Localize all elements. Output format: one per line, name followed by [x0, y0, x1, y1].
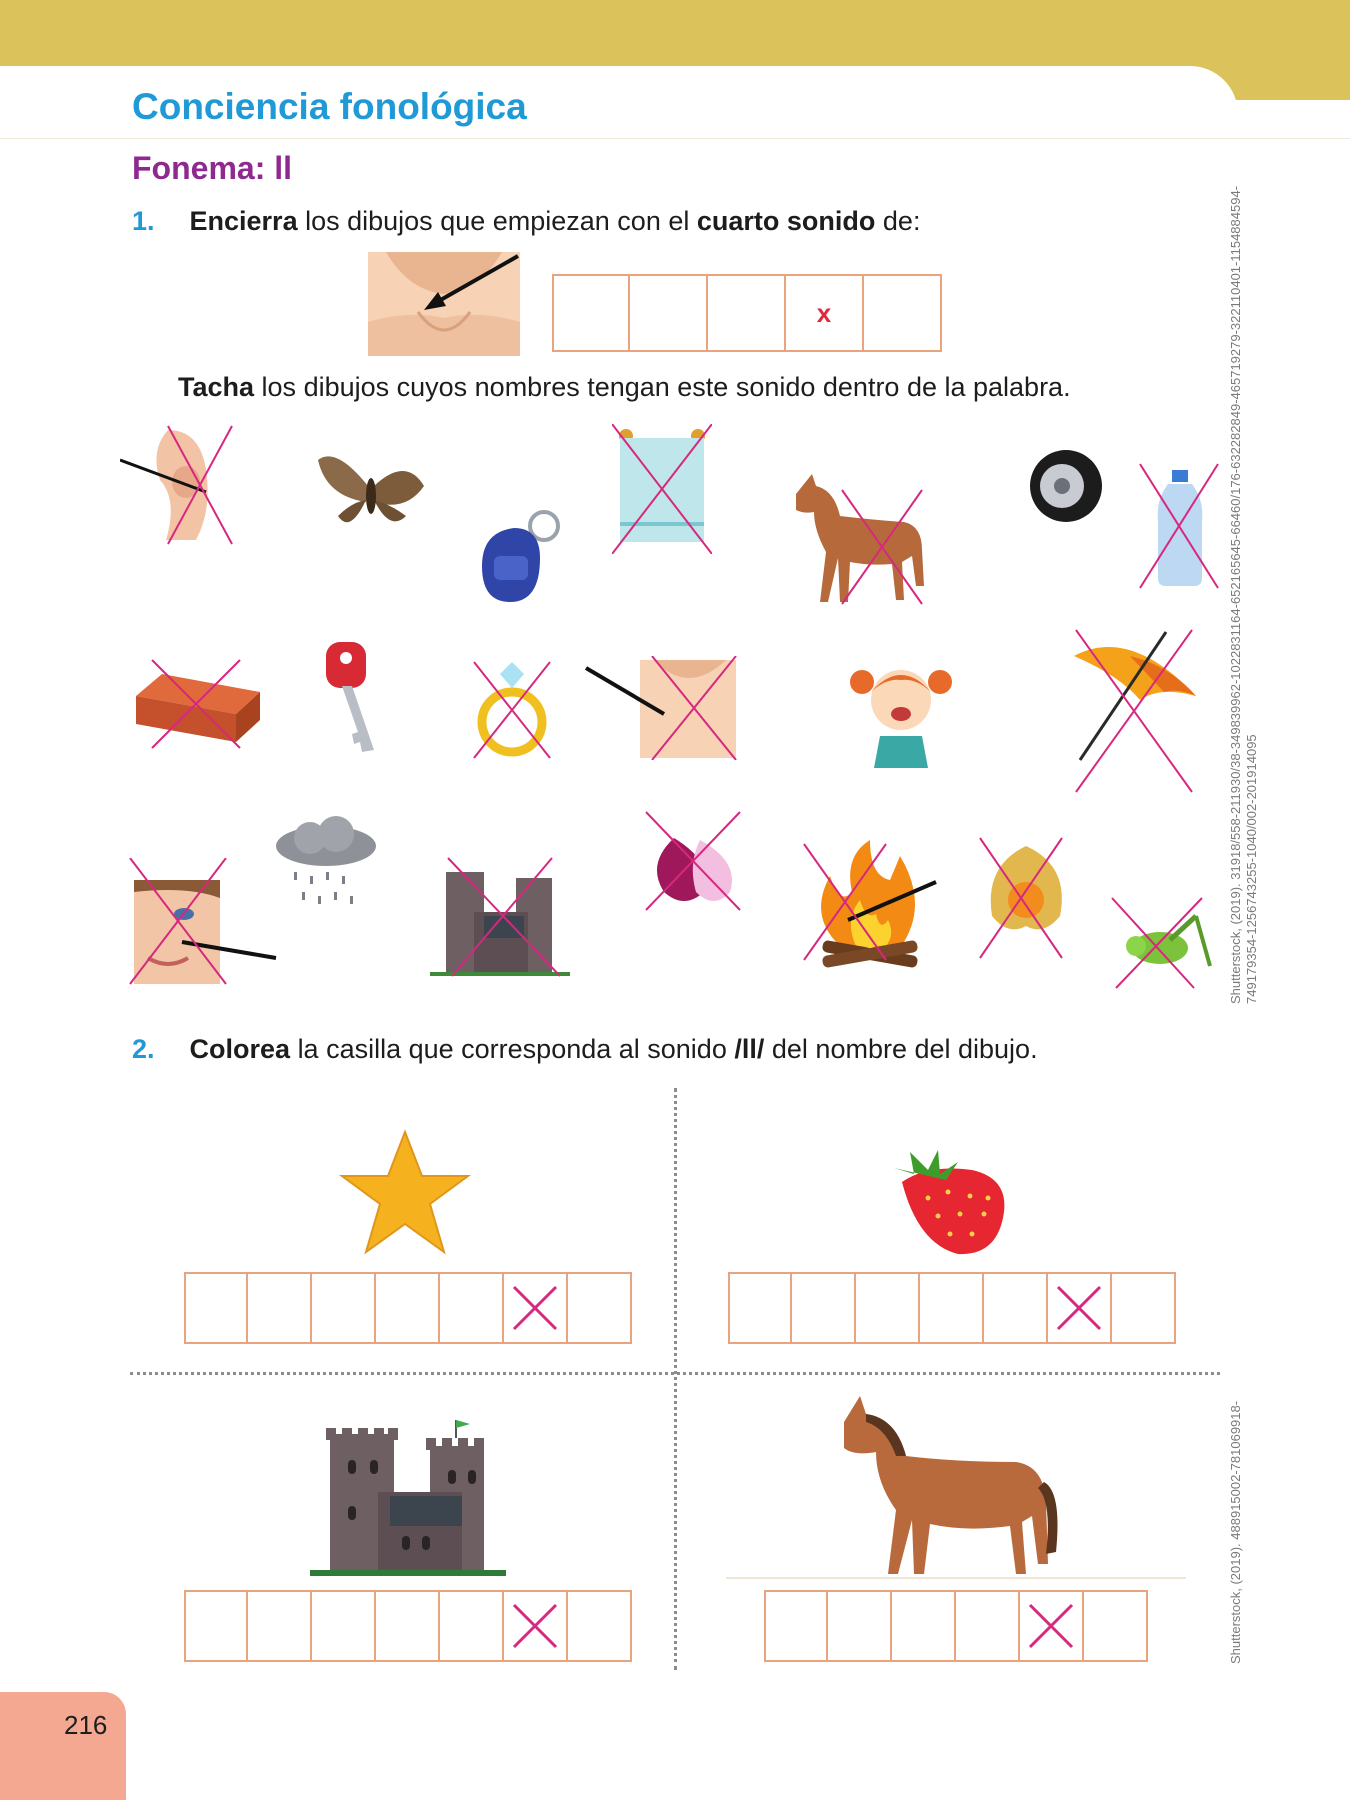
letter-box[interactable] — [376, 1272, 440, 1344]
letter-box[interactable] — [248, 1272, 312, 1344]
letter-box[interactable] — [440, 1590, 504, 1662]
letter-box[interactable] — [892, 1590, 956, 1662]
letter-box[interactable] — [376, 1590, 440, 1662]
exercise2-bold-sound: /ll/ — [734, 1034, 765, 1064]
picture-bottle[interactable] — [1134, 460, 1224, 592]
exercise2-verb: Colorea — [189, 1034, 291, 1064]
picture-towel[interactable] — [612, 424, 712, 554]
exercise1-instruction — [132, 206, 920, 237]
exercise2-boxes-star — [184, 1272, 632, 1344]
model-picture-neck — [368, 252, 520, 356]
picture-ring[interactable] — [470, 658, 554, 762]
credit-top-line1: Shutterstock, (2019). 31918/558-211930/38-349839962-1022831164-652165645-66460/176-632282849-465719279-322110401-1154884594- — [1228, 185, 1243, 1004]
letter-box[interactable] — [1112, 1272, 1176, 1344]
picture-moth[interactable] — [316, 446, 426, 536]
divider-vertical — [674, 1088, 677, 1670]
cross-mark — [1054, 1283, 1104, 1333]
section-title: Conciencia fonológica — [132, 86, 527, 127]
exercise1-text-middle: los dibujos que empiezan con el — [305, 206, 690, 236]
letter-box[interactable] — [920, 1272, 984, 1344]
picture-knee[interactable] — [120, 420, 250, 550]
page-number-tab — [0, 1692, 126, 1800]
picture-rain-cloud[interactable] — [270, 816, 380, 926]
letter-box[interactable] — [440, 1272, 504, 1344]
picture-horse-small[interactable] — [784, 470, 936, 614]
letter-box[interactable] — [184, 1590, 248, 1662]
exercise2-picture-star — [338, 1128, 472, 1256]
exercise2-picture-horse — [726, 1392, 1186, 1582]
letter-box-marked[interactable] — [1020, 1590, 1084, 1662]
letter-box[interactable] — [984, 1272, 1048, 1344]
letter-box[interactable] — [792, 1272, 856, 1344]
credit-bottom: Shutterstock, (2019). 488915002-781069918- — [1228, 1400, 1243, 1664]
picture-umbrella[interactable] — [1070, 626, 1200, 796]
model-letter-boxes — [552, 274, 942, 352]
picture-gooseberry[interactable] — [974, 836, 1078, 960]
exercise2-boxes-castle — [184, 1590, 632, 1662]
exercise1-text-end: de: — [882, 206, 921, 236]
letter-box[interactable] — [856, 1272, 920, 1344]
exercise1-second-instruction — [178, 372, 1071, 403]
letter-box-marked[interactable] — [504, 1590, 568, 1662]
exercise2-boxes-horse — [764, 1590, 1148, 1662]
picture-cricket[interactable] — [1110, 896, 1220, 990]
letter-box[interactable] — [568, 1272, 632, 1344]
header-rule — [0, 138, 1350, 139]
cross-mark — [510, 1283, 560, 1333]
letter-box-marked[interactable] — [504, 1272, 568, 1344]
letter-box[interactable] — [568, 1590, 632, 1662]
cross-mark — [1026, 1601, 1076, 1651]
divider-horizontal — [130, 1372, 1220, 1375]
letter-box[interactable] — [552, 274, 630, 352]
picture-bonfire[interactable] — [800, 836, 940, 978]
letter-box[interactable] — [728, 1272, 792, 1344]
picture-castle-small[interactable] — [430, 856, 570, 978]
exercise2-boxes-strawberry — [728, 1272, 1176, 1344]
exercise1-verb: Encierra — [189, 206, 298, 236]
letter-box[interactable] — [764, 1590, 828, 1662]
exercise1-second-text: los dibujos cuyos nombres tengan este sonido dentro de la palabra. — [261, 372, 1071, 402]
letter-box[interactable] — [630, 274, 708, 352]
exercise2-text-middle: la casilla que corresponda al sonido — [297, 1034, 727, 1064]
picture-cheek[interactable] — [128, 858, 278, 986]
exercise2-text-end: del nombre del dibujo. — [771, 1034, 1038, 1064]
picture-neck[interactable] — [584, 656, 740, 760]
exercise2-instruction — [132, 1034, 1038, 1065]
letter-box[interactable] — [1084, 1590, 1148, 1662]
page-number: 216 — [64, 1710, 108, 1740]
letter-box[interactable] — [248, 1590, 312, 1662]
exercise1-number: 1. — [132, 206, 155, 236]
exercise2-number: 2. — [132, 1034, 155, 1064]
letter-box-marked[interactable] — [1048, 1272, 1112, 1344]
letter-box[interactable] — [184, 1272, 248, 1344]
exercise2-picture-strawberry — [888, 1148, 1012, 1258]
credit-top-line2: 749179354-1256743255-1040/002-201914095 — [1244, 734, 1259, 1004]
picture-brick[interactable] — [132, 652, 262, 752]
credit-top — [1228, 168, 1260, 1004]
letter-box[interactable] — [312, 1272, 376, 1344]
picture-key-fob[interactable] — [474, 506, 566, 606]
cross-mark — [510, 1601, 560, 1651]
letter-box[interactable] — [708, 274, 786, 352]
letter-box[interactable] — [956, 1590, 1020, 1662]
exercise1-second-verb: Tacha — [178, 372, 255, 402]
letter-box[interactable] — [864, 274, 942, 352]
picture-key[interactable] — [322, 638, 388, 756]
exercise1-bold-phrase: cuarto sonido — [696, 206, 876, 236]
exercise2-picture-castle — [308, 1416, 508, 1580]
picture-tire[interactable] — [1026, 446, 1104, 526]
phoneme-title: Fonema: ll — [132, 150, 293, 186]
letter-box[interactable] — [828, 1590, 892, 1662]
letter-box[interactable] — [312, 1590, 376, 1662]
picture-crying-girl[interactable] — [846, 652, 956, 768]
picture-onion[interactable] — [644, 808, 744, 912]
letter-box-marked[interactable]: x — [786, 274, 864, 352]
